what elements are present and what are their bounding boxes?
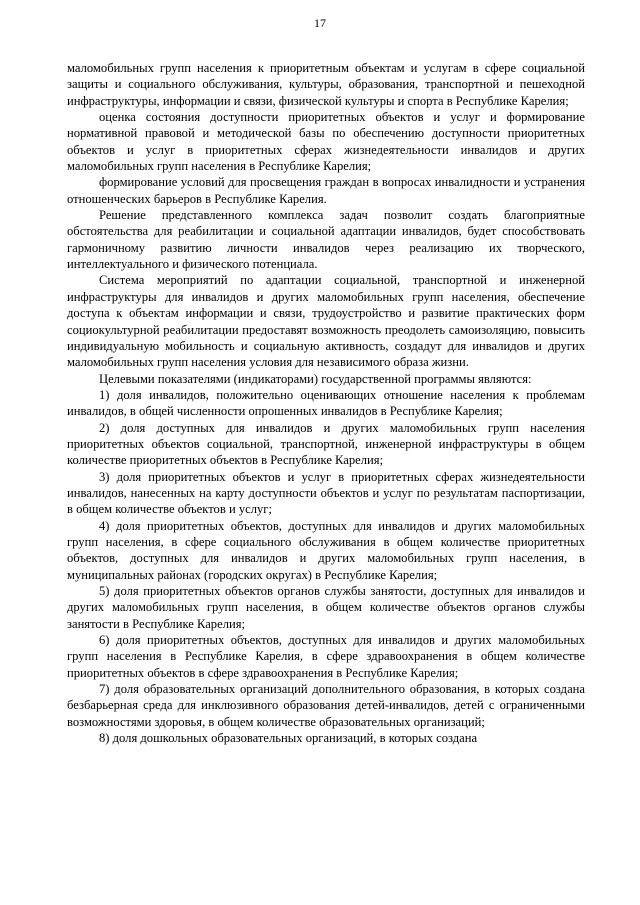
indicator-item: 1) доля инвалидов, положительно оценивающих отношение населения к проблемам инвалидов, в общей численности опрошенных инвалидов в Республике Карелия; [67,387,585,419]
indicator-item: 2) доля доступных для инвалидов и других маломобильных групп населения приоритетных объектов социальной, транспортной, инженерной инфраструктуры в общем количестве приоритетных объектов в Республике Карелия; [67,420,585,468]
paragraph: Система мероприятий по адаптации социальной, транспортной и инженерной инфраструктуры для инвалидов и других маломобильных групп населения, обеспечение доступа к объектам информации и связи, трудоустройство и развитие практических форм социокультурной реабилитации предоставят возможность преодолеть самоизоляцию, повысить индивидуальную мобильность и социальную активность, создадут для инвалидов и других маломобильных групп населения условия для независимого образа жизни. [67,273,585,370]
indicator-item: 3) доля приоритетных объектов и услуг в приоритетных сферах жизнедеятельности инвалидов, нанесенных на карту доступности объектов и услуг по результатам паспортизации, в общем количестве объектов и услуг; [67,469,585,517]
indicator-item: 4) доля приоритетных объектов, доступных для инвалидов и других маломобильных групп населения, в сфере социального обслуживания в общем количестве приоритетных объектов, доступных для инвалидов и других маломобильных групп населения, в муниципальных районах (городских округах) в Республике Карелия; [67,518,585,582]
document-body [67,60,585,746]
page-number: 17 [314,16,326,30]
indicator-item: 7) доля образовательных организаций дополнительного образования, в которых создана безбарьерная среда для инклюзивного образования детей-инвалидов, детей с ограниченными возможностями здоровья, в общем количестве образовательных организаций; [67,682,585,729]
paragraph: формирование условий для просвещения граждан в вопросах инвалидности и устранения отношенческих барьеров в Республике Карелия. [67,175,585,206]
paragraph-continuation: маломобильных групп населения к приоритетным объектам и услугам в сфере социальной защиты и социального обслуживания, культуры, образования, транспортной и пешеходной инфраструктуры, информации и связи, физической культуры и спорта в Республике Карелия; [67,61,585,108]
indicator-item: 5) доля приоритетных объектов органов службы занятости, доступных для инвалидов и других маломобильных групп населения, в общем количестве объектов органов службы занятости в Республике Карелия; [67,584,585,631]
indicator-item: 8) доля дошкольных образовательных организаций, в которых создана [99,731,478,746]
paragraph: Решение представленного комплекса задач позволит создать благоприятные обстоятельства для реабилитации и социальной адаптации инвалидов, будет способствовать гармоничному развитию личности инвалидов через реализацию их творческого, интеллектуального и физического потенциала. [67,208,585,272]
indicator-item: 6) доля приоритетных объектов, доступных для инвалидов и других маломобильных групп населения в Республике Карелия, в сфере здравоохранения в общем количестве приоритетных объектов в сфере здравоохранения в Республике Карелия; [67,633,585,680]
paragraph: оценка состояния доступности приоритетных объектов и услуг и формирование нормативной правовой и методической базы по обеспечению доступности приоритетных объектов и услуг в приоритетных сферах жизнедеятельности инвалидов и других маломобильных групп населения в Республике Карелия; [67,110,585,174]
paragraph: Целевыми показателями (индикаторами) государственной программы являются: [99,371,532,386]
